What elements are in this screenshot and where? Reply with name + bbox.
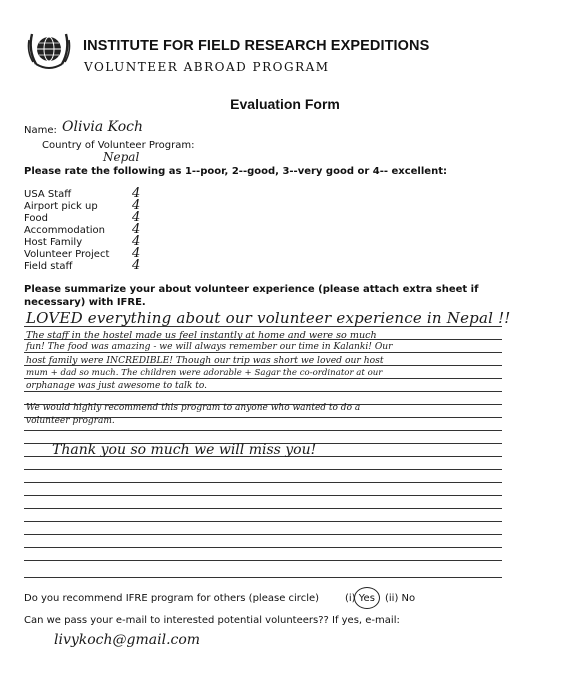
summary-line-8: volunteer program. [26, 416, 115, 426]
yes-circle-mark [354, 587, 380, 609]
summary-line-7: We would highly recommend this program to anyone who wanted to do a [26, 403, 361, 413]
summary-instruction-line-2: necessary) with IFRE. [24, 297, 146, 308]
rating-row-accommodation [24, 222, 184, 237]
recommend-yes-option: (i) Yes [345, 593, 375, 604]
country-label: Country of Volunteer Program: [42, 140, 195, 151]
summary-line-6: orphanage was just awesome to talk to. [26, 381, 207, 391]
summary-line-3: fun! The food was amazing - we will always remember our time in Kalanki! Our [26, 342, 393, 352]
rating-label: Airport pick up [24, 201, 98, 212]
rating-value: 4 [132, 258, 141, 273]
summary-line-1: LOVED everything about our volunteer experience in Nepal !! [26, 309, 511, 327]
organization-name: INSTITUTE FOR FIELD RESEARCH EXPEDITIONS [83, 38, 430, 54]
rating-row-usa-staff [24, 186, 184, 201]
rating-label: USA Staff [24, 189, 72, 200]
rating-row-host-family [24, 234, 184, 249]
rating-value: 4 [132, 186, 141, 201]
summary-line-4: host family were INCREDIBLE! Though our trip was short we loved our host [26, 355, 384, 366]
summary-instruction-line-1: Please summarize your about volunteer experience (please attach extra sheet if [24, 284, 479, 295]
rating-row-field-staff [24, 258, 184, 273]
summary-line-9: Thank you so much we will miss you! [52, 442, 317, 458]
summary-line-2: The staff in the hostel made us feel instantly at home and were so much [26, 330, 377, 341]
name-label: Name: [24, 125, 57, 136]
rating-value: 4 [132, 246, 141, 261]
name-value: Olivia Koch [62, 119, 143, 135]
rating-label: Host Family [24, 237, 83, 248]
recommend-no-option: (ii) No [385, 593, 416, 604]
rating-row-airport-pick-up [24, 198, 184, 213]
rating-label: Field staff [24, 261, 73, 272]
rating-value: 4 [132, 234, 141, 249]
rating-label: Volunteer Project [24, 249, 110, 260]
rating-value: 4 [132, 210, 141, 225]
country-value: Nepal [103, 150, 140, 164]
rating-label: Food [24, 213, 48, 224]
form-title: Evaluation Form [230, 96, 340, 112]
rating-label: Accommodation [24, 225, 106, 236]
rating-instruction: Please rate the following as 1--poor, 2--good, 3--very good or 4-- excellent: [24, 166, 447, 177]
rating-value: 4 [132, 198, 141, 213]
rating-value: 4 [132, 222, 141, 237]
email-question: Can we pass your e-mail to interested potential volunteers?? If yes, e-mail: [24, 615, 400, 626]
organization-subtitle: VOLUNTEER ABROAD PROGRAM [84, 60, 330, 74]
rating-row-volunteer-project [24, 246, 184, 261]
email-value: livykoch@gmail.com [54, 632, 201, 648]
summary-line-5: mum + dad so much. The children were adorable + Sagar the co-ordinator at our [26, 368, 383, 378]
recommend-question: Do you recommend IFRE program for others (please circle) [24, 593, 320, 604]
rating-row-food [24, 210, 184, 225]
ifre-globe-logo-icon [26, 28, 72, 72]
